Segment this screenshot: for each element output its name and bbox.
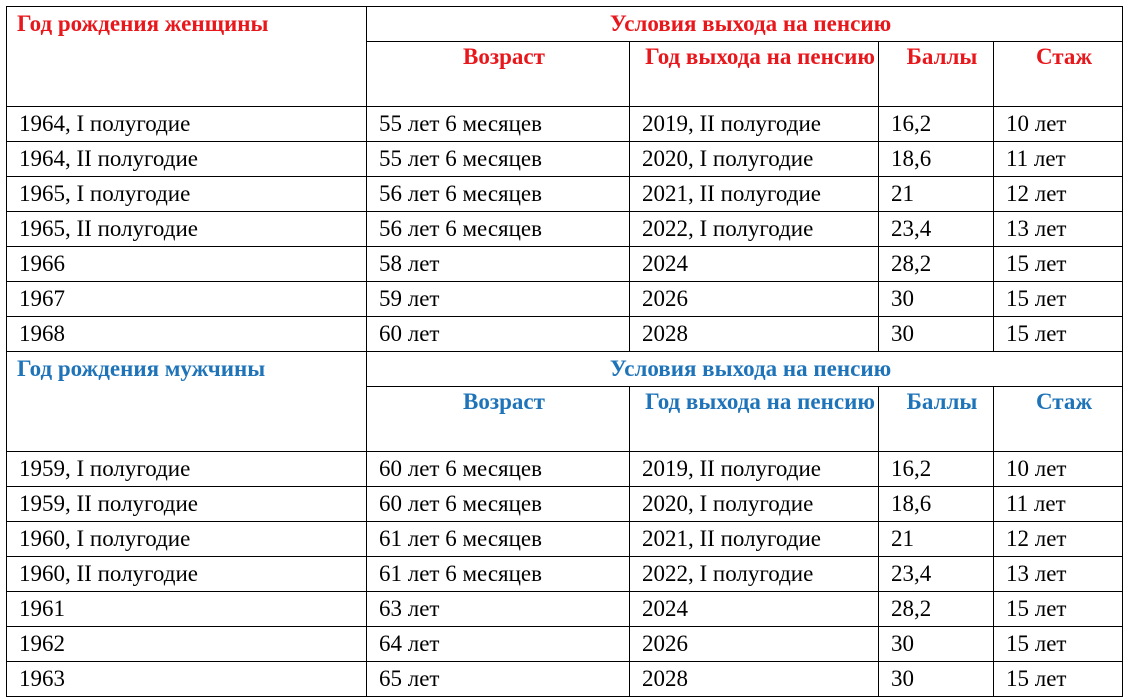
women-table-row xyxy=(7,212,1123,247)
retire-year-cell: 2019, II полугодие xyxy=(630,452,879,487)
experience-cell: 10 лет xyxy=(994,107,1123,142)
retire-year-cell: 2024 xyxy=(630,592,879,627)
points-cell: 30 xyxy=(879,662,994,697)
retire-year-cell: 2020, I полугодие xyxy=(630,487,879,522)
points-cell: 30 xyxy=(879,282,994,317)
points-cell: 21 xyxy=(879,522,994,557)
birth-year-cell: 1959, I полугодие xyxy=(7,452,367,487)
birth-year-cell: 1964, I полугодие xyxy=(7,107,367,142)
points-cell: 28,2 xyxy=(879,247,994,282)
men-table-row xyxy=(7,592,1123,627)
men-year-header: Год рождения мужчины xyxy=(7,352,367,452)
retire-year-cell: 2020, I полугодие xyxy=(630,142,879,177)
men-table-row xyxy=(7,627,1123,662)
women-year-header: Год рождения женщины xyxy=(7,7,367,107)
women-table-row xyxy=(7,107,1123,142)
experience-cell: 15 лет xyxy=(994,282,1123,317)
points-cell: 30 xyxy=(879,627,994,662)
retire-year-cell: 2028 xyxy=(630,317,879,352)
men-col-age: Возраст xyxy=(367,387,630,452)
birth-year-cell: 1963 xyxy=(7,662,367,697)
women-section xyxy=(7,7,1123,352)
birth-year-cell: 1964, II полугодие xyxy=(7,142,367,177)
women-col-experience: Стаж xyxy=(994,42,1123,107)
age-cell: 58 лет xyxy=(367,247,630,282)
men-table-row xyxy=(7,452,1123,487)
women-table-row xyxy=(7,247,1123,282)
points-cell: 18,6 xyxy=(879,142,994,177)
age-cell: 59 лет xyxy=(367,282,630,317)
points-cell: 28,2 xyxy=(879,592,994,627)
age-cell: 55 лет 6 месяцев xyxy=(367,107,630,142)
birth-year-cell: 1966 xyxy=(7,247,367,282)
points-cell: 18,6 xyxy=(879,487,994,522)
points-cell: 23,4 xyxy=(879,212,994,247)
men-table-row xyxy=(7,662,1123,697)
experience-cell: 10 лет xyxy=(994,452,1123,487)
age-cell: 60 лет xyxy=(367,317,630,352)
women-table-row xyxy=(7,177,1123,212)
age-cell: 56 лет 6 месяцев xyxy=(367,212,630,247)
retire-year-cell: 2028 xyxy=(630,662,879,697)
birth-year-cell: 1962 xyxy=(7,627,367,662)
men-conditions-header: Условия выхода на пенсию xyxy=(367,352,1123,387)
birth-year-cell: 1965, I полугодие xyxy=(7,177,367,212)
retire-year-cell: 2026 xyxy=(630,627,879,662)
age-cell: 63 лет xyxy=(367,592,630,627)
women-col-retire-year: Год выхода на пенсию xyxy=(630,42,879,107)
points-cell: 21 xyxy=(879,177,994,212)
retire-year-cell: 2022, I полугодие xyxy=(630,557,879,592)
retire-year-cell: 2021, II полугодие xyxy=(630,522,879,557)
men-col-points: Баллы xyxy=(879,387,994,452)
men-section xyxy=(7,352,1123,697)
retire-year-cell: 2024 xyxy=(630,247,879,282)
pension-table xyxy=(6,6,1123,697)
points-cell: 23,4 xyxy=(879,557,994,592)
men-col-experience: Стаж xyxy=(994,387,1123,452)
birth-year-cell: 1959, II полугодие xyxy=(7,487,367,522)
experience-cell: 13 лет xyxy=(994,557,1123,592)
birth-year-cell: 1967 xyxy=(7,282,367,317)
experience-cell: 11 лет xyxy=(994,487,1123,522)
retire-year-cell: 2019, II полугодие xyxy=(630,107,879,142)
age-cell: 60 лет 6 месяцев xyxy=(367,487,630,522)
age-cell: 61 лет 6 месяцев xyxy=(367,522,630,557)
women-conditions-header: Условия выхода на пенсию xyxy=(367,7,1123,42)
men-table-row xyxy=(7,487,1123,522)
experience-cell: 13 лет xyxy=(994,212,1123,247)
experience-cell: 11 лет xyxy=(994,142,1123,177)
age-cell: 60 лет 6 месяцев xyxy=(367,452,630,487)
points-cell: 16,2 xyxy=(879,107,994,142)
retire-year-cell: 2022, I полугодие xyxy=(630,212,879,247)
women-col-age: Возраст xyxy=(367,42,630,107)
age-cell: 65 лет xyxy=(367,662,630,697)
men-table-row xyxy=(7,522,1123,557)
men-header-row xyxy=(7,352,1123,387)
experience-cell: 15 лет xyxy=(994,662,1123,697)
experience-cell: 15 лет xyxy=(994,317,1123,352)
experience-cell: 15 лет xyxy=(994,627,1123,662)
women-table-row xyxy=(7,282,1123,317)
women-table-row xyxy=(7,142,1123,177)
age-cell: 61 лет 6 месяцев xyxy=(367,557,630,592)
women-table-row xyxy=(7,317,1123,352)
age-cell: 64 лет xyxy=(367,627,630,662)
birth-year-cell: 1960, II полугодие xyxy=(7,557,367,592)
experience-cell: 12 лет xyxy=(994,177,1123,212)
birth-year-cell: 1965, II полугодие xyxy=(7,212,367,247)
experience-cell: 15 лет xyxy=(994,592,1123,627)
retire-year-cell: 2021, II полугодие xyxy=(630,177,879,212)
retire-year-cell: 2026 xyxy=(630,282,879,317)
experience-cell: 15 лет xyxy=(994,247,1123,282)
age-cell: 56 лет 6 месяцев xyxy=(367,177,630,212)
women-header-row xyxy=(7,7,1123,42)
age-cell: 55 лет 6 месяцев xyxy=(367,142,630,177)
birth-year-cell: 1960, I полугодие xyxy=(7,522,367,557)
women-col-points: Баллы xyxy=(879,42,994,107)
birth-year-cell: 1961 xyxy=(7,592,367,627)
experience-cell: 12 лет xyxy=(994,522,1123,557)
points-cell: 30 xyxy=(879,317,994,352)
points-cell: 16,2 xyxy=(879,452,994,487)
men-col-retire-year: Год выхода на пенсию xyxy=(630,387,879,452)
men-table-row xyxy=(7,557,1123,592)
birth-year-cell: 1968 xyxy=(7,317,367,352)
